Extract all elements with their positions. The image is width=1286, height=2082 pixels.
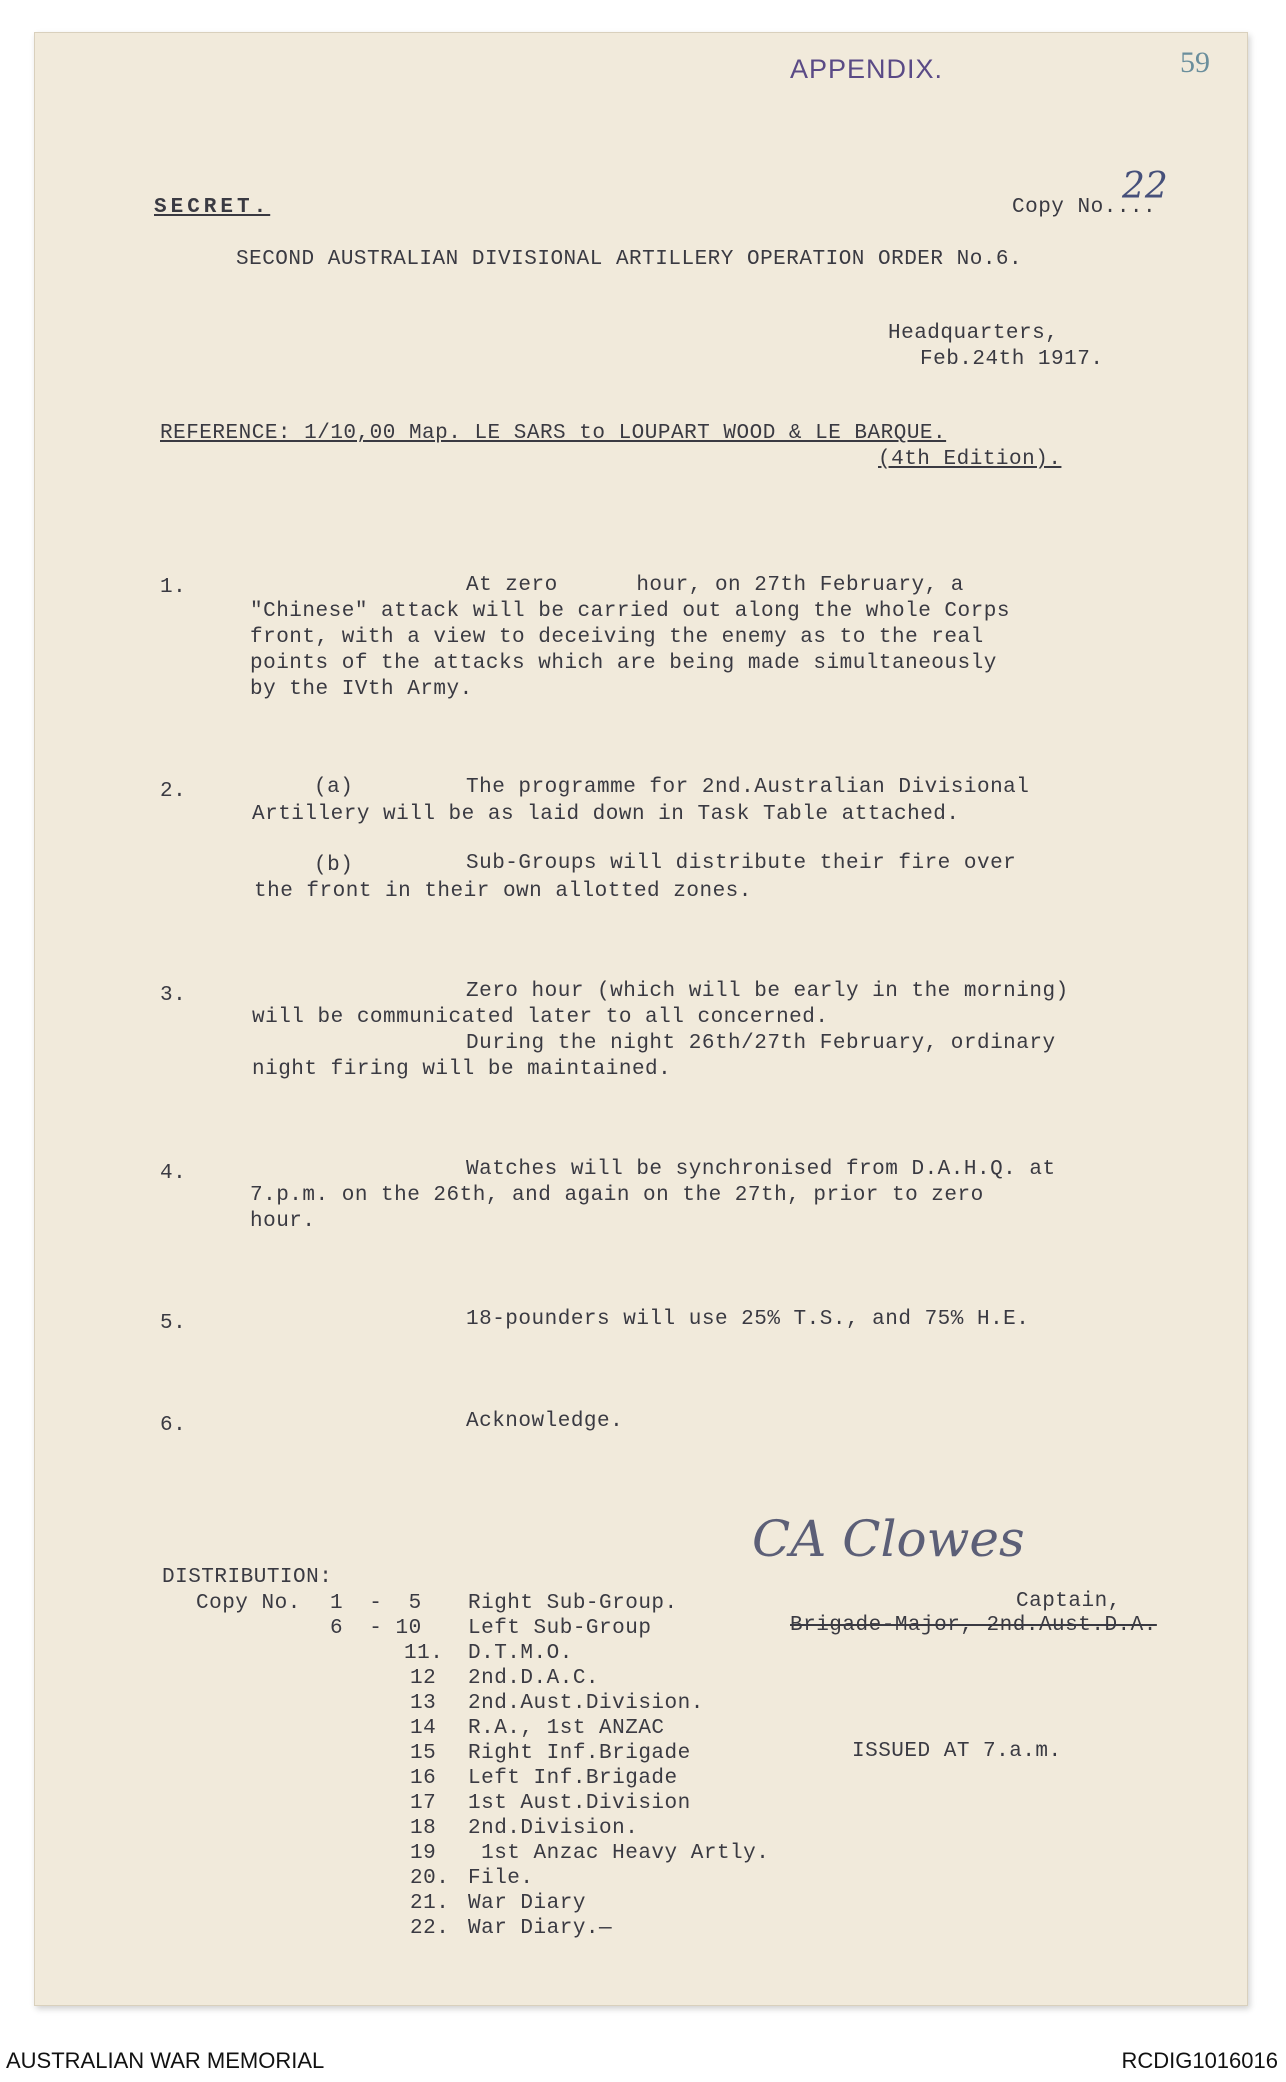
distribution-heading: DISTRIBUTION: — [162, 1566, 333, 1589]
para-3-line: Zero hour (which will be early in the morning) — [466, 980, 1069, 1003]
distribution-row — [0, 1617, 652, 1643]
distribution-row — [0, 1867, 600, 1893]
distribution-row — [0, 1767, 678, 1793]
date-line: Feb.24th 1917. — [920, 348, 1104, 371]
distribution-row — [0, 1817, 639, 1843]
distribution-row — [0, 1692, 704, 1718]
distribution-copy-number: 19 — [410, 1842, 437, 1865]
para-6-line: Acknowledge. — [466, 1410, 624, 1433]
distribution-row — [0, 1892, 600, 1918]
distribution-copy-number: 15 — [410, 1742, 437, 1765]
para-3-line: During the night 26th/27th February, ordinary — [466, 1032, 1056, 1055]
para-2b-line: the front in their own allotted zones. — [254, 880, 752, 903]
para-1-line: by the IVth Army. — [250, 678, 473, 701]
para-4-number: 4. — [160, 1162, 187, 1185]
distribution-row — [0, 1642, 600, 1668]
distribution-recipient: Right Inf.Brigade — [468, 1742, 691, 1765]
para-4-line: 7.p.m. on the 26th, and again on the 27th, prior to zero — [250, 1184, 984, 1207]
para-5-line: 18-pounders will use 25% T.S., and 75% H.E. — [466, 1308, 1030, 1331]
copy-no-label: Copy No.... — [1012, 196, 1157, 219]
distribution-recipient: 2nd.Aust.Division. — [468, 1692, 704, 1715]
appendix-stamp: APPENDIX. — [790, 54, 944, 84]
footer-institution: AUSTRALIAN WAR MEMORIAL — [6, 2048, 325, 2073]
distribution-row — [0, 1842, 770, 1868]
para-3-line: will be communicated later to all concerned. — [252, 1006, 829, 1029]
footer-record-id: RCDIG1016016 — [1121, 2048, 1278, 2073]
para-2b-label: (b) — [314, 854, 354, 877]
secret-heading: SECRET. — [154, 196, 271, 219]
para-5-number: 5. — [160, 1312, 187, 1335]
reference-line: REFERENCE: 1/10,00 Map. LE SARS to LOUPART WOOD & LE BARQUE. — [160, 422, 947, 445]
distribution-copy-number: 1 - 5 — [330, 1592, 422, 1615]
distribution-copy-number: 18 — [410, 1817, 437, 1840]
distribution-recipient: War Diary — [468, 1892, 586, 1915]
distribution-row — [0, 1667, 600, 1693]
distribution-recipient: War Diary.— — [468, 1917, 613, 1940]
distribution-copy-number: 12 — [410, 1667, 437, 1690]
para-6-number: 6. — [160, 1414, 187, 1437]
distribution-copy-number: 20. — [410, 1867, 450, 1890]
distribution-copy-number: 17 — [410, 1792, 437, 1815]
reference-edition: (4th Edition). — [878, 448, 1062, 471]
para-3-line: night firing will be maintained. — [252, 1058, 672, 1081]
para-1-line: At zero hour, on 27th February, a — [466, 574, 964, 597]
distribution-row — [0, 1917, 613, 1943]
para-4-line: Watches will be synchronised from D.A.H.Q. at — [466, 1158, 1056, 1181]
para-2a-line: Artillery will be as laid down in Task Table attached. — [252, 803, 960, 826]
para-1-line: points of the attacks which are being made simultaneously — [250, 652, 997, 675]
para-4-line: hour. — [250, 1210, 316, 1233]
distribution-recipient: D.T.M.O. — [468, 1642, 573, 1665]
distribution-row — [0, 1592, 678, 1618]
distribution-recipient: Left Inf.Brigade — [468, 1767, 678, 1790]
distribution-copy-number: 6 - 10 — [330, 1617, 422, 1640]
handwritten-signature: CA Clowes — [752, 1510, 1025, 1568]
para-3-number: 3. — [160, 984, 187, 1007]
para-2-number: 2. — [160, 780, 187, 803]
para-1-line: front, with a view to deceiving the enemy as to the real — [250, 626, 984, 649]
distribution-copy-number: 13 — [410, 1692, 437, 1715]
distribution-copy-number: 21. — [410, 1892, 450, 1915]
para-1-number: 1. — [160, 576, 187, 599]
signatory-rank: Captain, — [1016, 1590, 1121, 1613]
distribution-copy-number: 16 — [410, 1767, 437, 1790]
distribution-recipient: 1st Anzac Heavy Artly. — [468, 1842, 770, 1865]
page-number: 59 — [1180, 46, 1210, 79]
distribution-recipient: File. — [468, 1867, 534, 1890]
signatory-appointment: Brigade-Major, 2nd.Aust.D.A. — [790, 1614, 1157, 1637]
distribution-row — [0, 1742, 691, 1768]
para-2a-label: (a) — [314, 776, 354, 799]
distribution-recipient: Left Sub-Group — [468, 1617, 652, 1640]
distribution-row — [0, 1792, 691, 1818]
order-title: SECOND AUSTRALIAN DIVISIONAL ARTILLERY OPERATION ORDER No.6. — [236, 248, 1023, 271]
para-2a-line: The programme for 2nd.Australian Divisional — [466, 776, 1030, 799]
hq-line: Headquarters, — [888, 322, 1059, 345]
distribution-row — [0, 1717, 665, 1743]
distribution-recipient: R.A., 1st ANZAC — [468, 1717, 665, 1740]
distribution-recipient: 2nd.Division. — [468, 1817, 639, 1840]
distribution-copy-number: 11. — [404, 1642, 444, 1665]
para-1-line: "Chinese" attack will be carried out along the whole Corps — [250, 600, 1010, 623]
distribution-recipient: 1st Aust.Division — [468, 1792, 691, 1815]
distribution-recipient: 2nd.D.A.C. — [468, 1667, 600, 1690]
distribution-copy-number: 22. — [410, 1917, 450, 1940]
distribution-copy-label: Copy No. — [196, 1592, 301, 1615]
copy-no-handwritten: 22 — [1122, 166, 1168, 207]
distribution-recipient: Right Sub-Group. — [468, 1592, 678, 1615]
distribution-copy-number: 14 — [410, 1717, 437, 1740]
issued-time: ISSUED AT 7.a.m. — [852, 1740, 1062, 1763]
para-2b-line: Sub-Groups will distribute their fire over — [466, 852, 1017, 875]
